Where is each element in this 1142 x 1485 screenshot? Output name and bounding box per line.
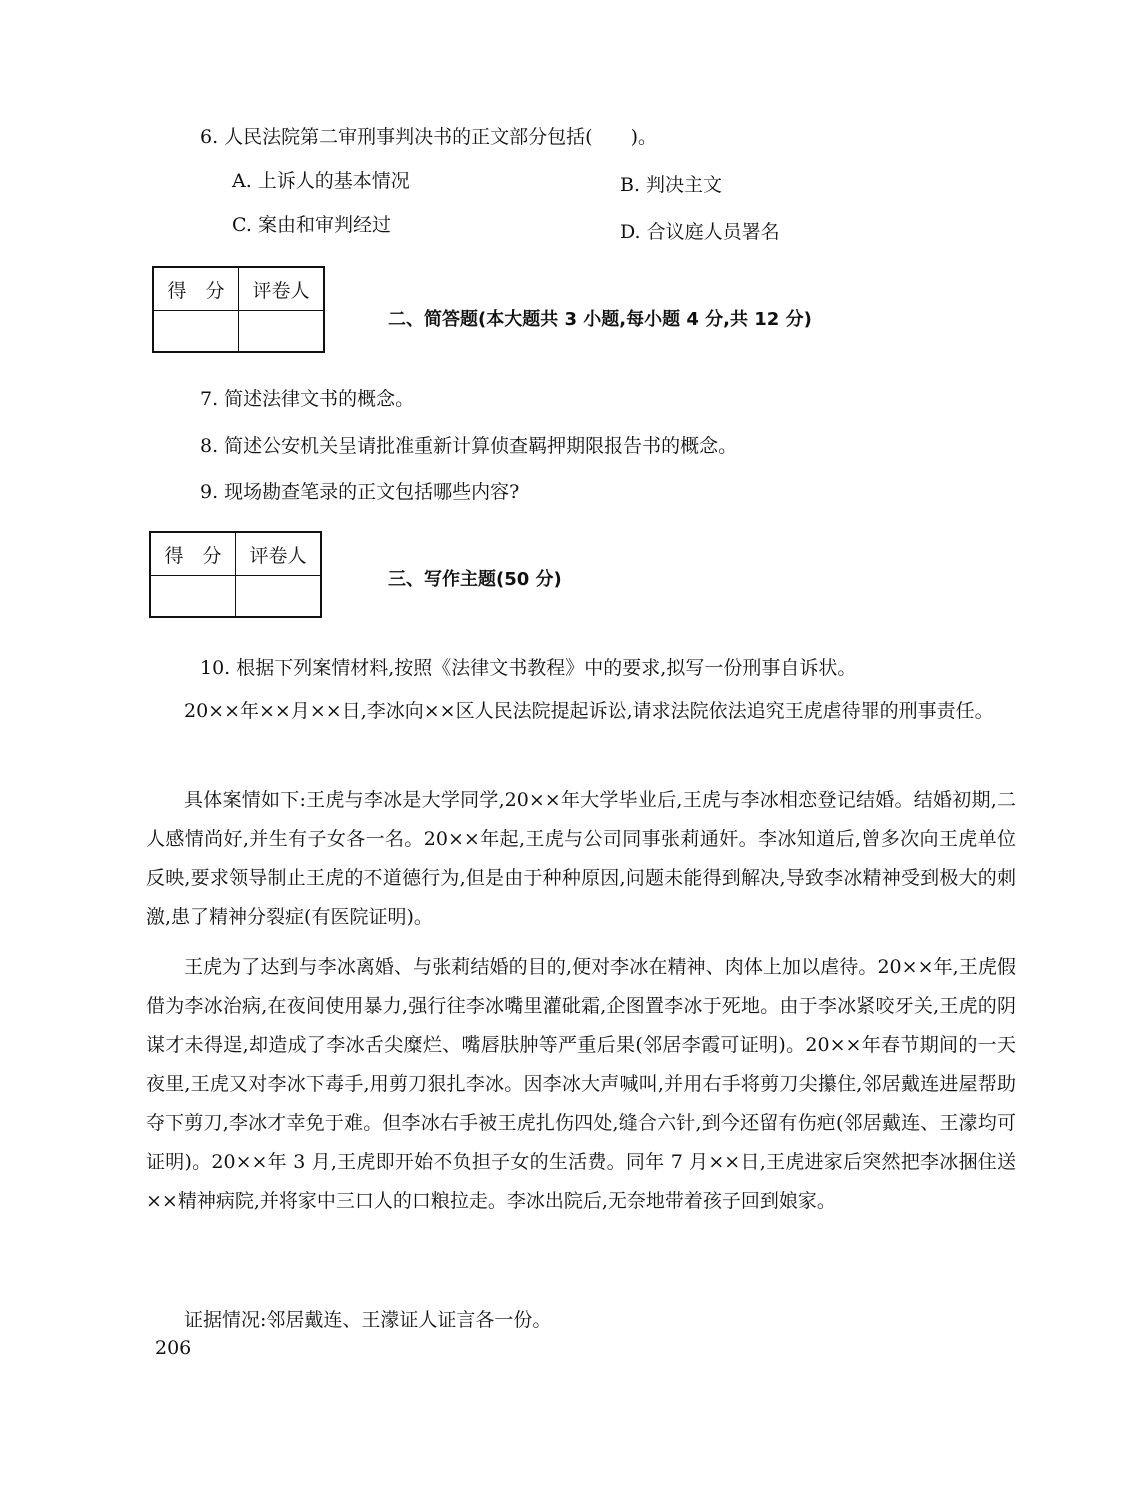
section-2-title: 二、简答题(本大题共 3 小题,每小题 4 分,共 12 分) [388, 309, 812, 330]
question-6-stem: 6. 人民法院第二审刑事判决书的正文部分包括( )。 [200, 126, 657, 148]
case-paragraph-2: 具体案情如下:王虎与李冰是大学同学,20××年大学毕业后,王虎与李冰相恋登记结婚。结婚初期,二人感情尚好,并生有子女各一名。20××年起,王虎与公司同事张莉通奸。李冰知道后,曾多次向王虎单位反映,要求领导制止王虎的不道德行为,但是由于种种原因,问题未能得到解决,导致李冰精神受到极大的刺激,患了精神分裂症(有医院证明)。 [146, 789, 1016, 928]
grader-label: 评卷人 [239, 267, 325, 311]
score-table-section-3 [149, 531, 322, 618]
question-6-option-d: D. 合议庭人员署名 [620, 221, 780, 243]
question-7: 7. 简述法律文书的概念。 [200, 388, 415, 410]
evidence-paragraph: 证据情况:邻居戴连、王濛证人证言各一份。 [184, 1309, 552, 1331]
question-6-option-b: B. 判决主文 [620, 174, 723, 196]
grader-cell [236, 576, 322, 618]
question-10: 10. 根据下列案情材料,按照《法律文书教程》中的要求,拟写一份刑事自诉状。 [200, 657, 857, 679]
score-table-section-2 [152, 266, 325, 353]
question-8: 8. 简述公安机关呈请批准重新计算侦查羁押期限报告书的概念。 [200, 435, 738, 457]
question-6-option-a: A. 上诉人的基本情况 [232, 170, 410, 192]
score-cell [150, 576, 236, 618]
question-6-option-c: C. 案由和审判经过 [232, 214, 391, 236]
case-paragraph-3: 王虎为了达到与李冰离婚、与张莉结婚的目的,便对李冰在精神、肉体上加以虐待。20××年,王虎假借为李冰治病,在夜间使用暴力,强行往李冰嘴里灌砒霜,企图置李冰于死地。由于李冰紧咬牙关,王虎的阴谋才未得逞,却造成了李冰舌尖糜烂、嘴唇肤肿等严重后果(邻居李霞可证明)。20××年春节期间的一天夜里,王虎又对李冰下毒手,用剪刀狠扎李冰。因李冰大声喊叫,并用右手将剪刀尖攥住,邻居戴连进屋帮助夺下剪刀,李冰才幸免于难。但李冰右手被王虎扎伤四处,缝合六针,到今还留有伤疤(邻居戴连、王濛均可证明)。20××年 3 月,王虎即开始不负担子女的生活费。同年 7 月××日,王虎进家后突然把李冰捆住送××精神病院,并将家中三口人的口粮拉走。李冰出院后,无奈地带着孩子回到娘家。 [146, 956, 1016, 1212]
case-paragraph-1: 20××年××月××日,李冰向××区人民法院提起诉讼,请求法院依法追究王虎虐待罪的刑事责任。 [184, 700, 994, 722]
page-number: 206 [155, 1337, 192, 1359]
score-label: 得 分 [153, 267, 239, 311]
grader-label: 评卷人 [236, 532, 322, 576]
grader-cell [239, 311, 325, 353]
score-cell [153, 311, 239, 353]
section-3-title: 三、写作主题(50 分) [388, 569, 562, 590]
score-label: 得 分 [150, 532, 236, 576]
question-9: 9. 现场勘查笔录的正文包括哪些内容? [200, 481, 520, 503]
